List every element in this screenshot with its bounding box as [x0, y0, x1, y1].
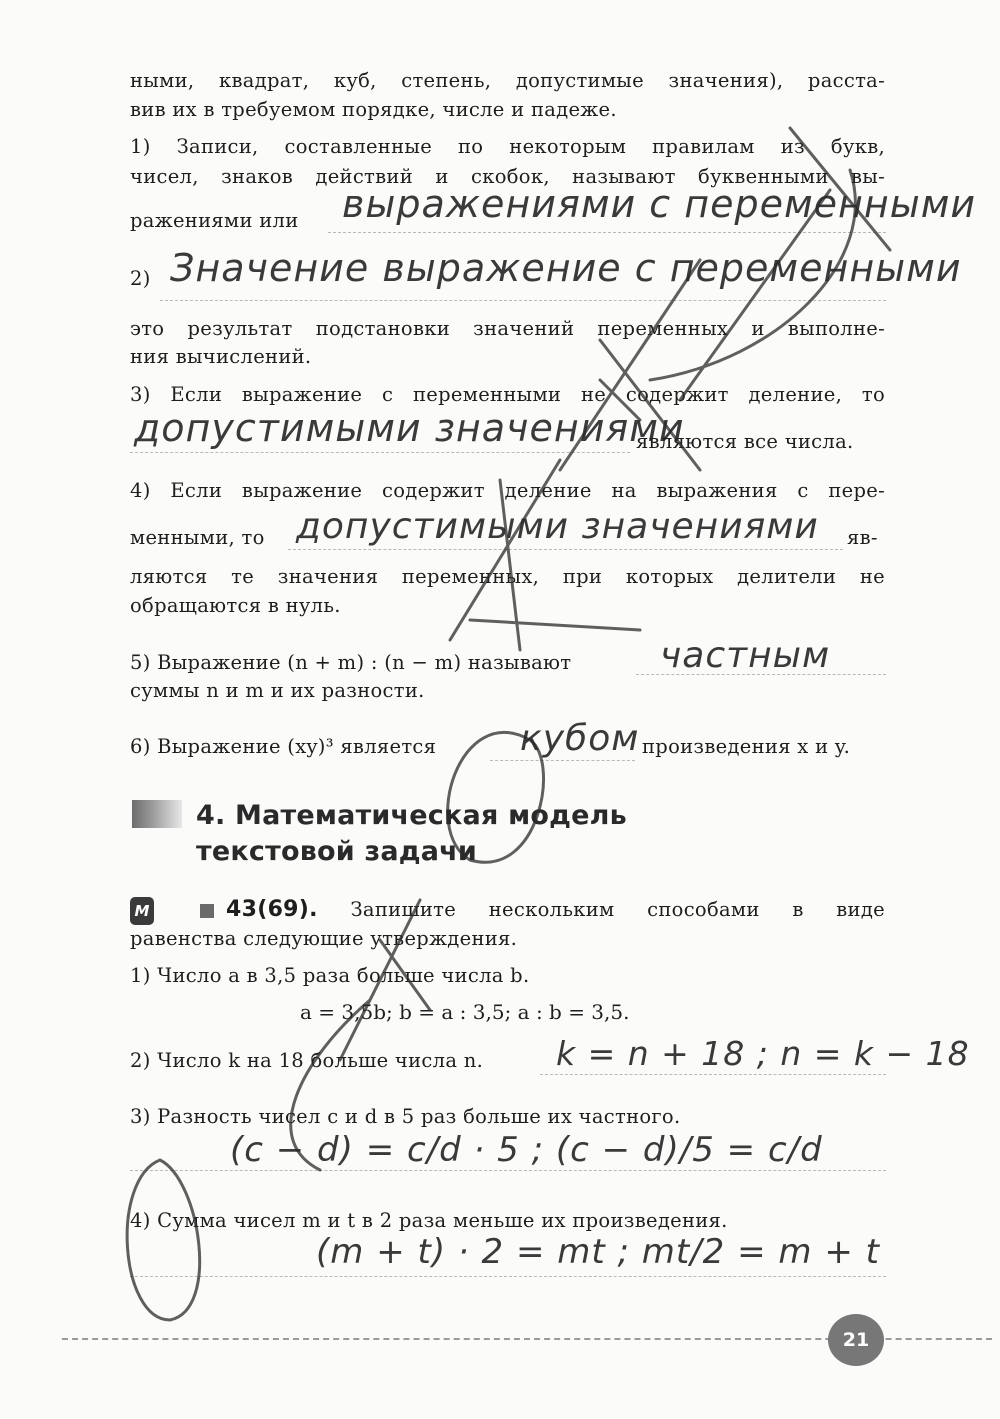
task-text-line-2: равенства следующие утверждения.: [130, 927, 518, 950]
item4-handwritten-answer: допустимыми значениями: [296, 506, 819, 547]
item4-line-3: ляются те значения переменных, при которых делители не: [130, 565, 885, 588]
scrawl-stroke-3: [650, 170, 855, 380]
item4-pre: менными, то: [130, 526, 265, 549]
task-number: 43(69).: [226, 897, 318, 922]
page-number: 21: [828, 1314, 884, 1366]
scrawl-stroke-11: [380, 940, 430, 1010]
scrawl-stroke-13: [127, 1160, 200, 1320]
item3-tail: являются все числа.: [636, 430, 854, 453]
statement-2: 2) Число k на 18 больше числа n.: [130, 1049, 484, 1072]
item1-line-3: ражениями или: [130, 209, 299, 232]
statement-1: 1) Число a в 3,5 раза больше числа b.: [130, 964, 530, 987]
statement-3: 3) Разность чисел c и d в 5 раз больше их частного.: [130, 1105, 681, 1128]
scrawl-stroke-4: [560, 260, 700, 470]
intro-line-2: вив их в требуемом порядке, числе и падеже.: [130, 98, 617, 121]
item6-post: произведения x и y.: [642, 735, 851, 758]
statement-1-formula: a = 3,5b; b = a : 3,5; a : b = 3,5.: [300, 1000, 630, 1024]
intro-line-1: ными, квадрат, куб, степень, допустимые значения), расста-: [130, 69, 885, 92]
item5-pre: 5) Выражение (n + m) : (n − m) называют: [130, 651, 572, 674]
scrawl-stroke-7: [500, 480, 520, 650]
scrawl-stroke-8: [470, 620, 640, 630]
task-text-line-1: Запишите нескольким способами в виде: [350, 898, 885, 921]
item4-post: яв-: [847, 526, 878, 549]
item1-handwritten-answer: выражениями с переменными: [342, 182, 977, 226]
item6-handwritten-answer: кубом: [520, 718, 640, 759]
statement-3-handwritten-answer: (c − d) = c/d · 5 ; (c − d)/5 = c/d: [230, 1130, 823, 1170]
item1-line-2: чисел, знаков действий и скобок, называют буквенными вы-: [130, 165, 885, 188]
item4-line-4: обращаются в нуль.: [130, 594, 341, 617]
statement-2-handwritten-answer: k = n + 18 ; n = k − 18: [556, 1034, 970, 1073]
item5-line-2: суммы n и m и их разности.: [130, 679, 425, 702]
item2-number: 2): [130, 267, 151, 290]
scrawl-stroke-5: [600, 340, 700, 470]
section-title-line-1: 4. Математическая модель: [196, 800, 627, 831]
section-title-line-2: текстовой задачи: [196, 836, 478, 867]
item2-handwritten-answer: Значение выражение с переменными: [170, 246, 962, 290]
scrawl-stroke-9: [448, 732, 544, 862]
item3-line-1: 3) Если выражение с переменными не содержит деление, то: [130, 383, 885, 406]
statement-4: 4) Сумма чисел m и t в 2 раза меньше их произведения.: [130, 1209, 728, 1232]
item2-line-2: ния вычислений.: [130, 345, 312, 368]
item2-line-1: это результат подстановки значений переменных и выполне-: [130, 317, 885, 340]
item1-line-1: 1) Записи, составленные по некоторым правилам из букв,: [130, 135, 885, 158]
item5-handwritten-answer: частным: [660, 635, 831, 676]
scrawl-stroke-1: [790, 128, 890, 250]
statement-4-handwritten-answer: (m + t) · 2 = mt ; mt/2 = m + t: [316, 1232, 880, 1272]
item3-handwritten-answer: допустимыми значениями: [134, 406, 685, 450]
scrawl-stroke-6: [450, 460, 560, 640]
item4-line-1: 4) Если выражение содержит деление на выражения с пере-: [130, 479, 885, 502]
model-task-badge-icon: М: [130, 897, 154, 925]
item6-pre: 6) Выражение (xy)³ является: [130, 735, 437, 758]
